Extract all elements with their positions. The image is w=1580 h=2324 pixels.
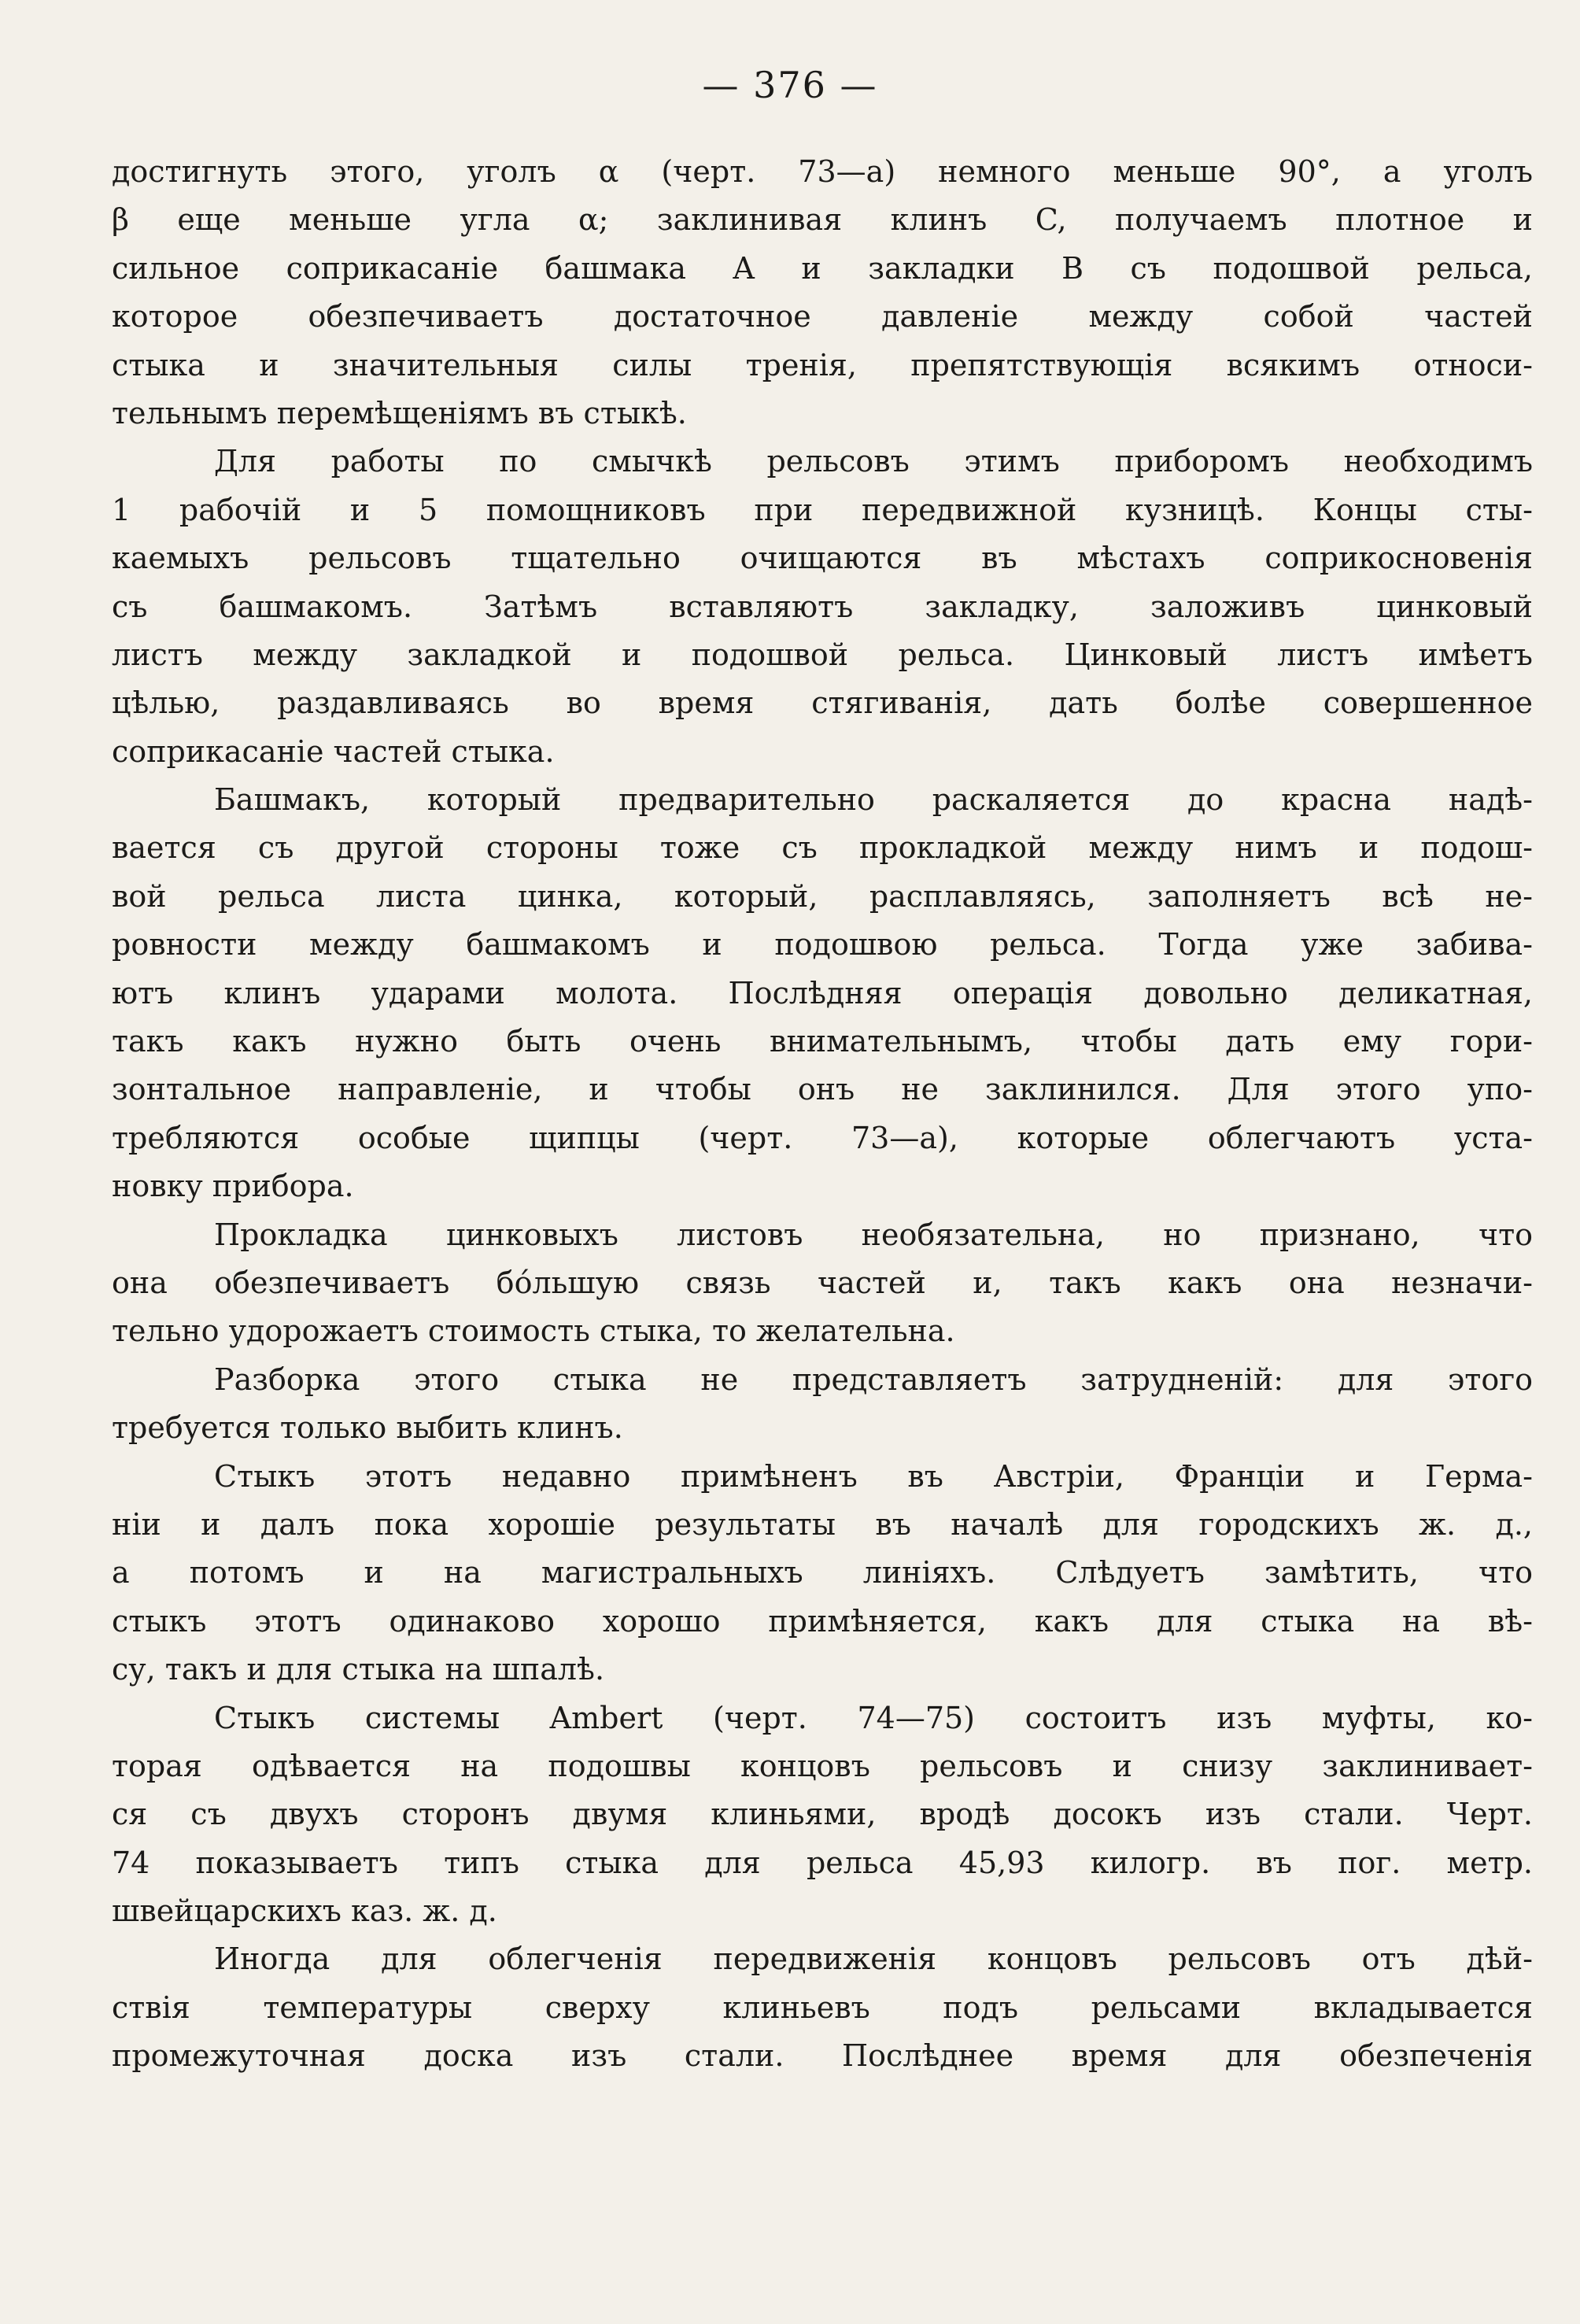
text-line: ствія температуры сверху клиньевъ подъ рельсами вкладывается xyxy=(112,1990,1533,2025)
text-line: Для работы по смычкѣ рельсовъ этимъ приборомъ необходимъ xyxy=(214,444,1533,479)
text-line: Разборка этого стыка не представляетъ затрудненій: для этого xyxy=(214,1362,1533,1397)
text-line: торая одѣвается на подошвы концовъ рельсовъ и снизу заклинивает- xyxy=(112,1748,1533,1783)
text-line: она обезпечиваетъ бо́льшую связь частей и, такъ какъ она незначи- xyxy=(112,1265,1533,1300)
text-line: зонтальное направленіе, и чтобы онъ не заклинился. Для этого упо- xyxy=(112,1072,1533,1107)
text-line: которое обезпечиваетъ достаточное давленіе между собой частей xyxy=(112,299,1533,334)
text-line: новку прибора. xyxy=(112,1169,354,1204)
text-line: Иногда для облегченія передвиженія концовъ рельсовъ отъ дѣй- xyxy=(214,1942,1533,1977)
text-line: требляются особые щипцы (черт. 73—а), которые облегчаютъ уста- xyxy=(112,1120,1533,1155)
text-line: съ башмакомъ. Затѣмъ вставляютъ закладку, заложивъ цинковый xyxy=(112,589,1533,624)
text-line: Стыкъ системы Ambert (черт. 74—75) состоитъ изъ муфты, ко- xyxy=(214,1700,1533,1735)
text-line: а потомъ и на магистральныхъ линіяхъ. Слѣдуетъ замѣтить, что xyxy=(112,1555,1533,1591)
text-line: стыка и значительныя силы тренія, препятствующія всякимъ относи- xyxy=(112,347,1533,382)
text-line: Стыкъ этотъ недавно примѣненъ въ Австріи, Франціи и Герма- xyxy=(214,1458,1533,1494)
text-line: промежуточная доска изъ стали. Послѣднее время для обезпеченія xyxy=(112,2038,1533,2074)
text-line: вается съ другой стороны тоже съ прокладкой между нимъ и подош- xyxy=(112,830,1533,866)
text-line: Башмакъ, который предварительно раскаляется до красна надѣ- xyxy=(214,782,1533,818)
body-text xyxy=(112,148,1533,2081)
text-line: соприкасаніе частей стыка. xyxy=(112,733,555,769)
text-line: су, такъ и для стыка на шпалѣ. xyxy=(112,1652,605,1687)
text-line: ся съ двухъ сторонъ двумя клиньями, вродѣ досокъ изъ стали. Черт. xyxy=(112,1797,1533,1832)
page-number: — 376 — xyxy=(702,64,878,106)
text-line: ніи и далъ пока хорошіе результаты въ началѣ для городскихъ ж. д., xyxy=(112,1506,1533,1542)
text-line: листъ между закладкой и подошвой рельса. Цинковый листъ имѣетъ xyxy=(112,637,1533,672)
text-line: 74 показываетъ типъ стыка для рельса 45,93 килогр. въ пог. метр. xyxy=(112,1845,1533,1880)
text-line: β еще меньше угла α; заклинивая клинъ C, получаемъ плотное и xyxy=(112,202,1533,238)
text-line: Прокладка цинковыхъ листовъ необязательна, но признано, что xyxy=(214,1217,1533,1252)
text-line: вой рельса листа цинка, который, расплавляясь, заполняетъ всѣ не- xyxy=(112,878,1533,914)
text-line: достигнуть этого, уголъ α (черт. 73—а) немного меньше 90°, а уголъ xyxy=(112,154,1533,189)
text-line: тельнымъ перемѣщеніямъ въ стыкѣ. xyxy=(112,395,687,430)
text-line: такъ какъ нужно быть очень внимательнымъ, чтобы дать ему гори- xyxy=(112,1024,1533,1059)
text-line: требуется только выбить клинъ. xyxy=(112,1410,623,1446)
text-line: стыкъ этотъ одинаково хорошо примѣняется, какъ для стыка на вѣ- xyxy=(112,1603,1533,1639)
text-line: тельно удорожаетъ стоимость стыка, то желательна. xyxy=(112,1313,955,1349)
text-line: сильное соприкасаніе башмака A и закладки B съ подошвой рельса, xyxy=(112,250,1533,286)
text-line: каемыхъ рельсовъ тщательно очищаются въ мѣстахъ соприкосновенія xyxy=(112,541,1533,576)
text-line: ровности между башмакомъ и подошвою рельса. Тогда уже забива- xyxy=(112,927,1533,962)
text-line: ютъ клинъ ударами молота. Послѣдняя операція довольно деликатная, xyxy=(112,975,1533,1011)
text-line: цѣлью, раздавливаясь во время стягиванія, дать болѣе совершенное xyxy=(112,685,1533,721)
text-line: 1 рабочій и 5 помощниковъ при передвижной кузницѣ. Концы сты- xyxy=(112,492,1533,527)
text-line: швейцарскихъ каз. ж. д. xyxy=(112,1894,497,1929)
